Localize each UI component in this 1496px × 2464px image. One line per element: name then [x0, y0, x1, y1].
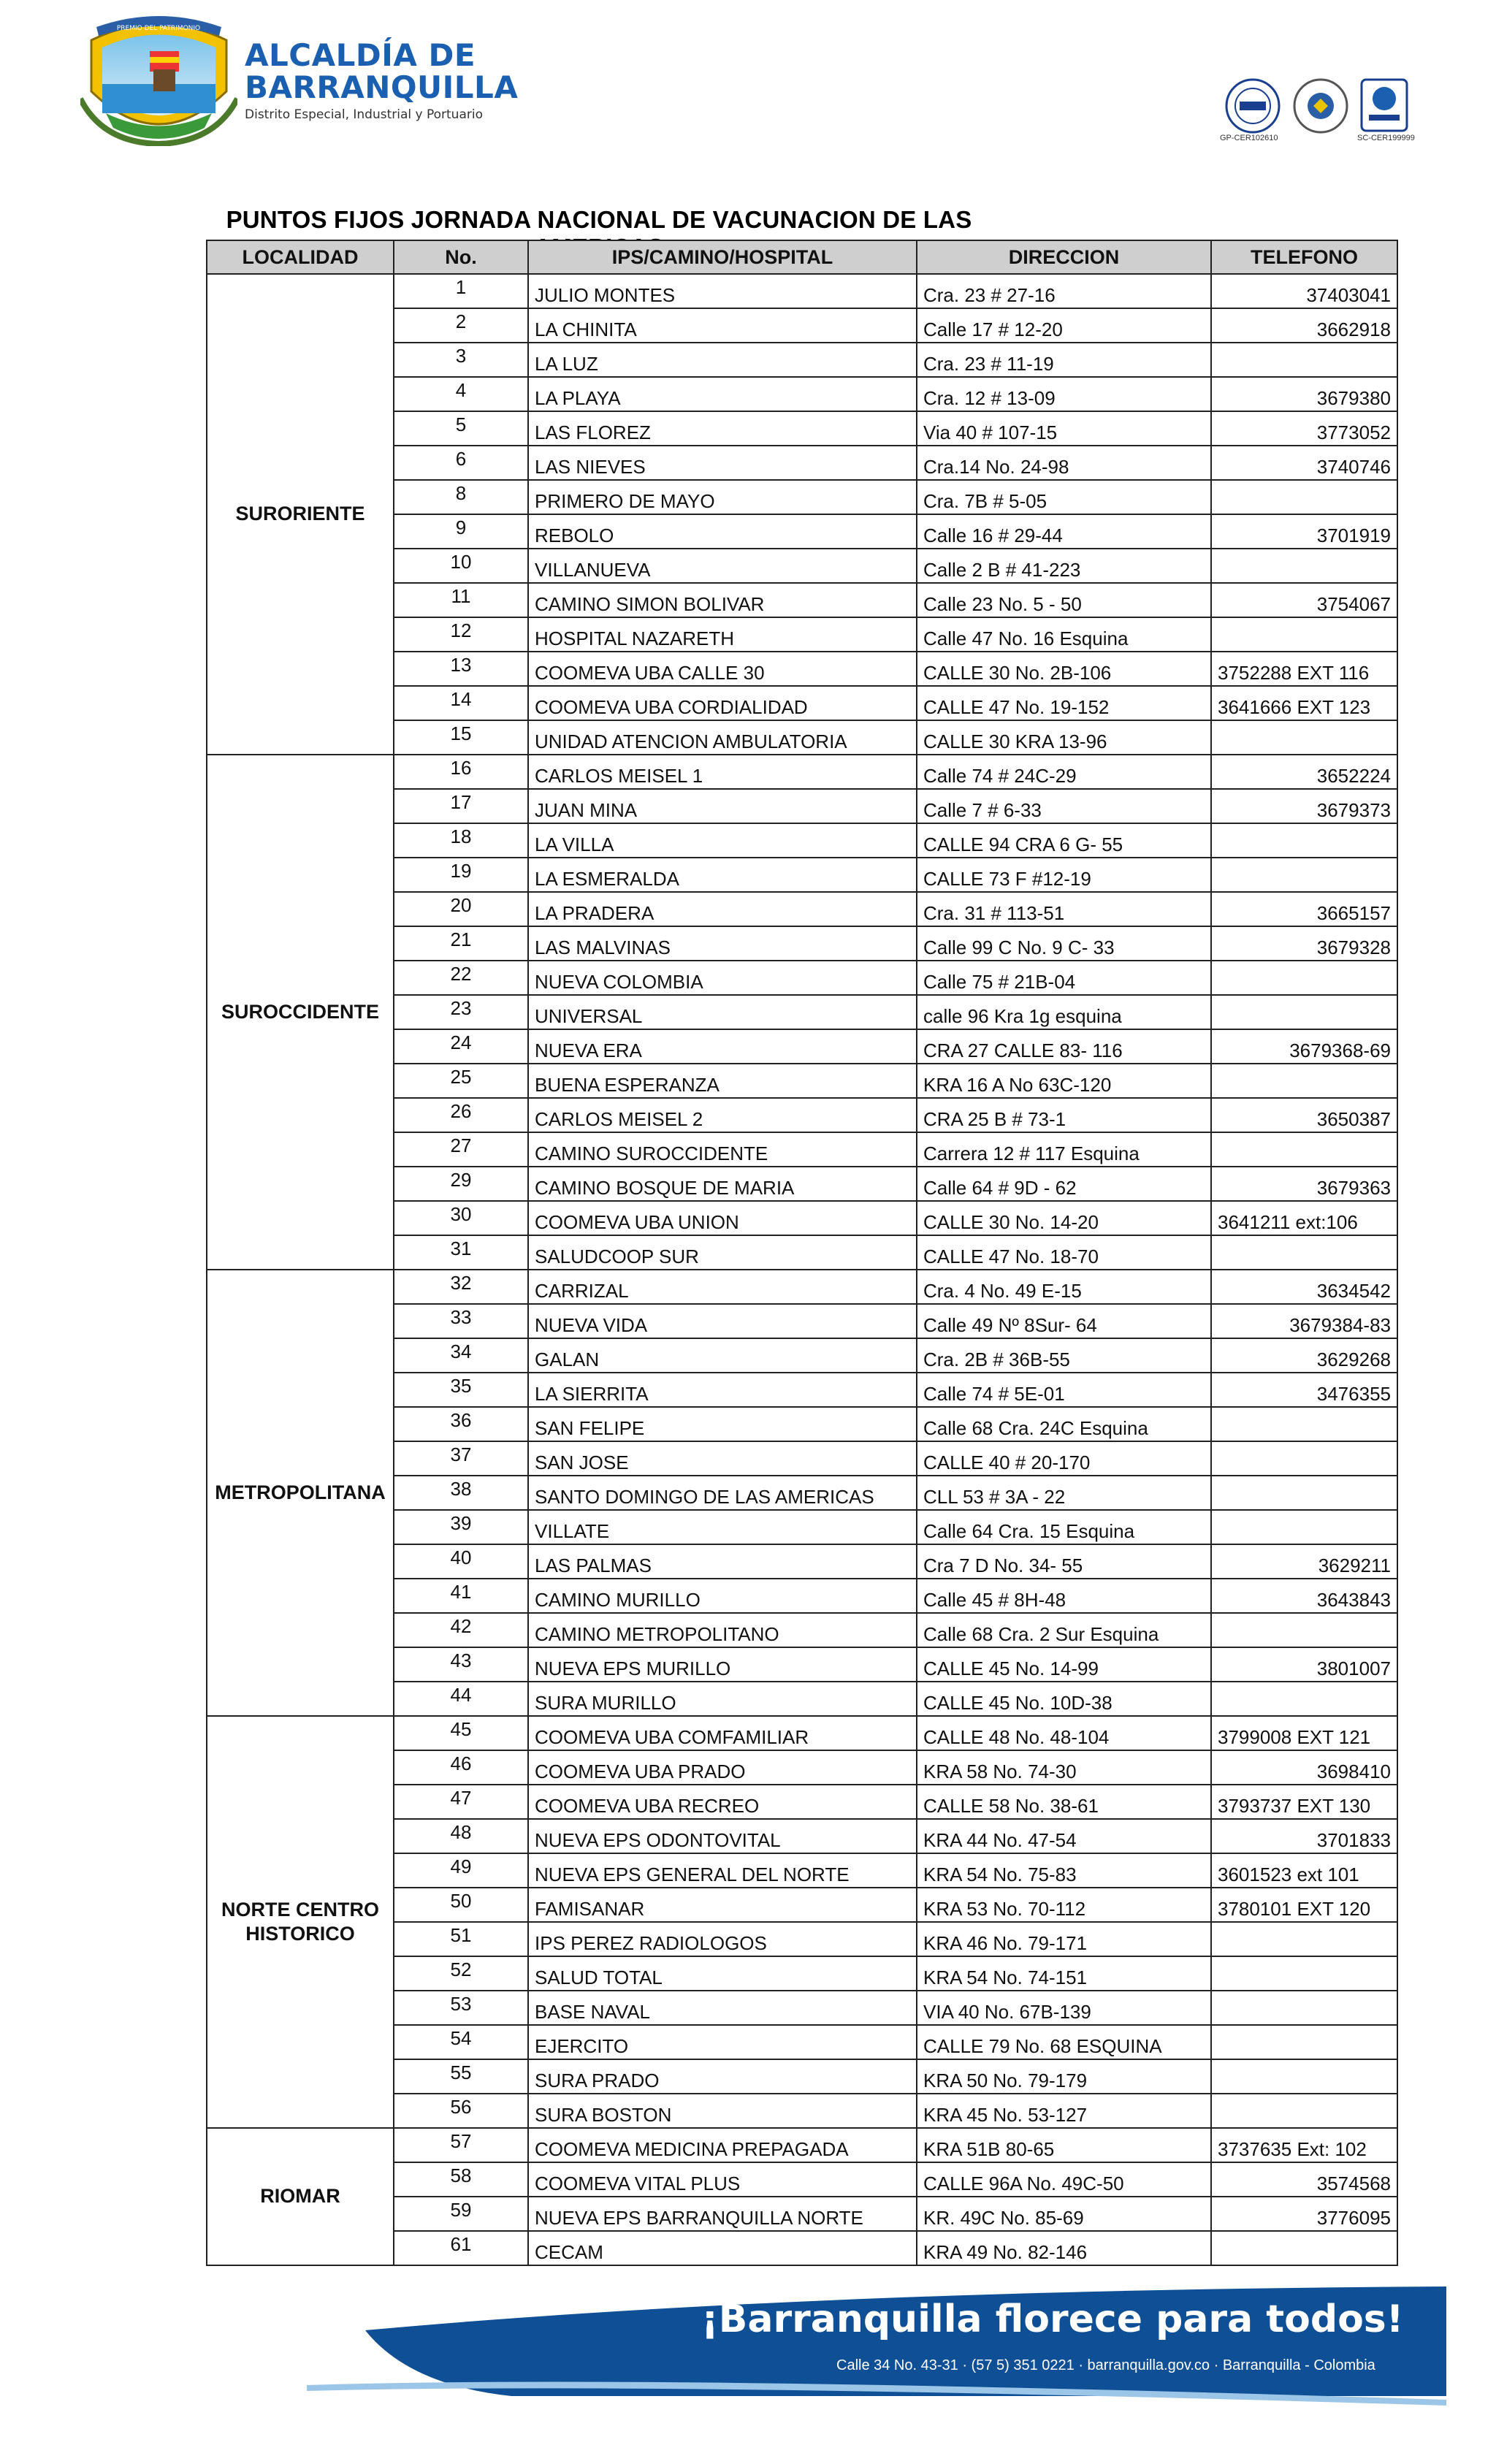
ips-name-cell: CARLOS MEISEL 2 — [528, 1098, 917, 1132]
column-header-direccion: DIRECCION — [917, 240, 1211, 274]
brand-wordmark — [245, 37, 519, 122]
phone-cell: 3701919 — [1211, 514, 1397, 549]
ips-name-cell: NUEVA COLOMBIA — [528, 961, 917, 995]
number-cell: 42 — [394, 1613, 528, 1647]
vaccination-points-table — [206, 240, 1398, 2266]
number-cell: 46 — [394, 1750, 528, 1785]
number-cell: 11 — [394, 583, 528, 617]
phone-cell: 3601523 ext 101 — [1211, 1853, 1397, 1888]
number-cell: 20 — [394, 892, 528, 926]
number-cell: 3 — [394, 343, 528, 377]
ips-name-cell: SAN FELIPE — [528, 1407, 917, 1441]
table-row — [207, 1716, 1397, 1750]
phone-cell: 3679363 — [1211, 1167, 1397, 1201]
ips-name-cell: LAS FLOREZ — [528, 411, 917, 446]
localidad-cell: RIOMAR — [207, 2128, 394, 2265]
page-header — [0, 0, 1496, 168]
address-cell: KRA 46 No. 79-171 — [917, 1922, 1211, 1956]
phone-cell: 3701833 — [1211, 1819, 1397, 1853]
ips-name-cell: SALUDCOOP SUR — [528, 1235, 917, 1270]
number-cell: 33 — [394, 1304, 528, 1338]
address-cell: KR. 49C No. 85-69 — [917, 2197, 1211, 2231]
phone-cell: 3679380 — [1211, 377, 1397, 411]
address-cell: Calle 49 Nº 8Sur- 64 — [917, 1304, 1211, 1338]
phone-cell — [1211, 549, 1397, 583]
phone-cell — [1211, 2059, 1397, 2094]
ips-name-cell: CECAM — [528, 2231, 917, 2265]
address-cell: Cra. 4 No. 49 E-15 — [917, 1270, 1211, 1304]
phone-cell — [1211, 720, 1397, 755]
ips-name-cell: LAS NIEVES — [528, 446, 917, 480]
address-cell: KRA 51B 80-65 — [917, 2128, 1211, 2162]
address-cell: CALLE 96A No. 49C-50 — [917, 2162, 1211, 2197]
address-cell: Cra. 7B # 5-05 — [917, 480, 1211, 514]
number-cell: 51 — [394, 1922, 528, 1956]
address-cell: Calle 2 B # 41-223 — [917, 549, 1211, 583]
ips-name-cell: LAS MALVINAS — [528, 926, 917, 961]
number-cell: 53 — [394, 1991, 528, 2025]
ips-name-cell: SURA PRADO — [528, 2059, 917, 2094]
phone-cell: 3740746 — [1211, 446, 1397, 480]
localidad-cell: METROPOLITANA — [207, 1270, 394, 1716]
address-cell: Cra.14 No. 24-98 — [917, 446, 1211, 480]
address-cell: CALLE 30 No. 14-20 — [917, 1201, 1211, 1235]
number-cell: 12 — [394, 617, 528, 652]
phone-cell: 3737635 Ext: 102 — [1211, 2128, 1397, 2162]
phone-cell: 3629211 — [1211, 1544, 1397, 1579]
ips-name-cell: GALAN — [528, 1338, 917, 1373]
ips-name-cell: COOMEVA UBA COMFAMILIAR — [528, 1716, 917, 1750]
phone-cell: 3629268 — [1211, 1338, 1397, 1373]
address-cell: Calle 75 # 21B-04 — [917, 961, 1211, 995]
ips-name-cell: COOMEVA UBA RECREO — [528, 1785, 917, 1819]
ips-name-cell: NUEVA VIDA — [528, 1304, 917, 1338]
phone-cell: 3652224 — [1211, 755, 1397, 789]
number-cell: 16 — [394, 755, 528, 789]
phone-cell: 3679384-83 — [1211, 1304, 1397, 1338]
phone-cell — [1211, 2025, 1397, 2059]
address-cell: Calle 23 No. 5 - 50 — [917, 583, 1211, 617]
address-cell: Via 40 # 107-15 — [917, 411, 1211, 446]
crest-label: PREMIO DEL PATRIMONIO — [116, 25, 201, 32]
address-cell: Cra. 31 # 113-51 — [917, 892, 1211, 926]
address-cell: CALLE 48 No. 48-104 — [917, 1716, 1211, 1750]
ips-name-cell: SAN JOSE — [528, 1441, 917, 1476]
ips-name-cell: CAMINO SIMON BOLIVAR — [528, 583, 917, 617]
footer-address: Calle 34 No. 43-31 · (57 5) 351 0221 · barranquilla.gov.co · Barranquilla - Colombia — [836, 2357, 1375, 2373]
number-cell: 19 — [394, 858, 528, 892]
phone-cell: 3773052 — [1211, 411, 1397, 446]
ips-name-cell: VILLATE — [528, 1510, 917, 1544]
ips-name-cell: LA PLAYA — [528, 377, 917, 411]
phone-cell — [1211, 1407, 1397, 1441]
ips-name-cell: CAMINO BOSQUE DE MARIA — [528, 1167, 917, 1201]
phone-cell: 3641666 EXT 123 — [1211, 686, 1397, 720]
address-cell: CALLE 47 No. 19-152 — [917, 686, 1211, 720]
number-cell: 61 — [394, 2231, 528, 2265]
address-cell: CALLE 94 CRA 6 G- 55 — [917, 823, 1211, 858]
phone-cell — [1211, 1235, 1397, 1270]
number-cell: 27 — [394, 1132, 528, 1167]
phone-cell — [1211, 1991, 1397, 2025]
phone-cell — [1211, 2231, 1397, 2265]
phone-cell — [1211, 1956, 1397, 1991]
ips-name-cell: REBOLO — [528, 514, 917, 549]
ips-name-cell: UNIVERSAL — [528, 995, 917, 1029]
column-header-no: No. — [394, 240, 528, 274]
address-cell: CALLE 45 No. 14-99 — [917, 1647, 1211, 1682]
phone-cell — [1211, 480, 1397, 514]
ips-name-cell: COOMEVA UBA CORDIALIDAD — [528, 686, 917, 720]
address-cell: KRA 49 No. 82-146 — [917, 2231, 1211, 2265]
number-cell: 40 — [394, 1544, 528, 1579]
address-cell: calle 96 Kra 1g esquina — [917, 995, 1211, 1029]
number-cell: 39 — [394, 1510, 528, 1544]
ips-name-cell: LA LUZ — [528, 343, 917, 377]
number-cell: 8 — [394, 480, 528, 514]
address-cell: CRA 25 B # 73-1 — [917, 1098, 1211, 1132]
table-row — [207, 755, 1397, 789]
address-cell: KRA 54 No. 74-151 — [917, 1956, 1211, 1991]
address-cell: Calle 74 # 24C-29 — [917, 755, 1211, 789]
address-cell: KRA 54 No. 75-83 — [917, 1853, 1211, 1888]
document-title: PUNTOS FIJOS JORNADA NACIONAL DE VACUNACION DE LAS — [226, 206, 972, 233]
address-cell: Cra 7 D No. 34- 55 — [917, 1544, 1211, 1579]
ips-name-cell: SURA BOSTON — [528, 2094, 917, 2128]
number-cell: 31 — [394, 1235, 528, 1270]
number-cell: 47 — [394, 1785, 528, 1819]
phone-cell: 3650387 — [1211, 1098, 1397, 1132]
iqnet-seal-icon — [1291, 77, 1350, 135]
ips-name-cell: BASE NAVAL — [528, 1991, 917, 2025]
ips-name-cell: LA ESMERALDA — [528, 858, 917, 892]
number-cell: 32 — [394, 1270, 528, 1304]
number-cell: 9 — [394, 514, 528, 549]
number-cell: 15 — [394, 720, 528, 755]
address-cell: VIA 40 No. 67B-139 — [917, 1991, 1211, 2025]
number-cell: 52 — [394, 1956, 528, 1991]
number-cell: 29 — [394, 1167, 528, 1201]
phone-cell — [1211, 343, 1397, 377]
ips-name-cell: LA CHINITA — [528, 308, 917, 343]
ips-name-cell: CAMINO METROPOLITANO — [528, 1613, 917, 1647]
number-cell: 17 — [394, 789, 528, 823]
phone-cell — [1211, 1476, 1397, 1510]
phone-cell: 3754067 — [1211, 583, 1397, 617]
address-cell: CLL 53 # 3A - 22 — [917, 1476, 1211, 1510]
ips-name-cell: COOMEVA UBA CALLE 30 — [528, 652, 917, 686]
address-cell: Calle 7 # 6-33 — [917, 789, 1211, 823]
address-cell: Cra. 23 # 11-19 — [917, 343, 1211, 377]
ips-name-cell: CAMINO SUROCCIDENTE — [528, 1132, 917, 1167]
table-header-row — [207, 240, 1397, 274]
number-cell: 23 — [394, 995, 528, 1029]
ips-name-cell: NUEVA EPS GENERAL DEL NORTE — [528, 1853, 917, 1888]
number-cell: 43 — [394, 1647, 528, 1682]
address-cell: Calle 47 No. 16 Esquina — [917, 617, 1211, 652]
address-cell: CALLE 30 KRA 13-96 — [917, 720, 1211, 755]
address-cell: Calle 99 C No. 9 C- 33 — [917, 926, 1211, 961]
number-cell: 13 — [394, 652, 528, 686]
number-cell: 54 — [394, 2025, 528, 2059]
address-cell: Calle 64 # 9D - 62 — [917, 1167, 1211, 1201]
phone-cell: 3574568 — [1211, 2162, 1397, 2197]
ips-name-cell: FAMISANAR — [528, 1888, 917, 1922]
number-cell: 50 — [394, 1888, 528, 1922]
number-cell: 38 — [394, 1476, 528, 1510]
ips-name-cell: BUENA ESPERANZA — [528, 1064, 917, 1098]
address-cell: CALLE 40 # 20-170 — [917, 1441, 1211, 1476]
icontec-seal-icon — [1224, 77, 1282, 135]
ips-name-cell: CARLOS MEISEL 1 — [528, 755, 917, 789]
ips-name-cell: HOSPITAL NAZARETH — [528, 617, 917, 652]
phone-cell: 3476355 — [1211, 1373, 1397, 1407]
address-cell: CALLE 30 No. 2B-106 — [917, 652, 1211, 686]
number-cell: 21 — [394, 926, 528, 961]
number-cell: 25 — [394, 1064, 528, 1098]
address-cell: Calle 74 # 5E-01 — [917, 1373, 1211, 1407]
address-cell: KRA 50 No. 79-179 — [917, 2059, 1211, 2094]
page-footer — [0, 2276, 1496, 2464]
phone-cell — [1211, 1064, 1397, 1098]
brand-line-3: Distrito Especial, Industrial y Portuario — [245, 107, 483, 122]
phone-cell — [1211, 1613, 1397, 1647]
number-cell: 45 — [394, 1716, 528, 1750]
ips-name-cell: LA PRADERA — [528, 892, 917, 926]
address-cell: Calle 16 # 29-44 — [917, 514, 1211, 549]
ips-name-cell: SANTO DOMINGO DE LAS AMERICAS — [528, 1476, 917, 1510]
ips-name-cell: UNIDAD ATENCION AMBULATORIA — [528, 720, 917, 755]
ips-name-cell: COOMEVA VITAL PLUS — [528, 2162, 917, 2197]
phone-cell: 3662918 — [1211, 308, 1397, 343]
address-cell: Calle 68 Cra. 2 Sur Esquina — [917, 1613, 1211, 1647]
address-cell: KRA 16 A No 63C-120 — [917, 1064, 1211, 1098]
localidad-cell: NORTE CENTRO HISTORICO — [207, 1716, 394, 2128]
address-cell: Calle 64 Cra. 15 Esquina — [917, 1510, 1211, 1544]
number-cell: 14 — [394, 686, 528, 720]
number-cell: 22 — [394, 961, 528, 995]
ips-name-cell: JULIO MONTES — [528, 274, 917, 308]
footer-slogan: ¡Barranquilla florece para todos! — [701, 2297, 1404, 2341]
number-cell: 5 — [394, 411, 528, 446]
ips-name-cell: LA SIERRITA — [528, 1373, 917, 1407]
table-row — [207, 1270, 1397, 1304]
phone-cell — [1211, 1510, 1397, 1544]
ips-name-cell: CARRIZAL — [528, 1270, 917, 1304]
address-cell: Cra. 2B # 36B-55 — [917, 1338, 1211, 1373]
ips-name-cell: VILLANUEVA — [528, 549, 917, 583]
address-cell: CRA 27 CALLE 83- 116 — [917, 1029, 1211, 1064]
address-cell: KRA 53 No. 70-112 — [917, 1888, 1211, 1922]
ips-name-cell: NUEVA EPS MURILLO — [528, 1647, 917, 1682]
number-cell: 56 — [394, 2094, 528, 2128]
phone-cell — [1211, 823, 1397, 858]
phone-cell: 3698410 — [1211, 1750, 1397, 1785]
ips-name-cell: SALUD TOTAL — [528, 1956, 917, 1991]
address-cell: CALLE 45 No. 10D-38 — [917, 1682, 1211, 1716]
column-header-telefono: TELEFONO — [1211, 240, 1397, 274]
ips-name-cell: JUAN MINA — [528, 789, 917, 823]
number-cell: 44 — [394, 1682, 528, 1716]
phone-cell: 3752288 EXT 116 — [1211, 652, 1397, 686]
brand-line-1: ALCALDÍA DE — [245, 37, 476, 73]
phone-cell: 3641211 ext:106 — [1211, 1201, 1397, 1235]
ips-name-cell: PRIMERO DE MAYO — [528, 480, 917, 514]
number-cell: 34 — [394, 1338, 528, 1373]
phone-cell: 3776095 — [1211, 2197, 1397, 2231]
ips-name-cell: EJERCITO — [528, 2025, 917, 2059]
address-cell: CALLE 79 No. 68 ESQUINA — [917, 2025, 1211, 2059]
phone-cell — [1211, 858, 1397, 892]
phone-cell — [1211, 961, 1397, 995]
address-cell: CALLE 58 No. 38-61 — [917, 1785, 1211, 1819]
number-cell: 6 — [394, 446, 528, 480]
number-cell: 2 — [394, 308, 528, 343]
localidad-cell: SURORIENTE — [207, 274, 394, 755]
number-cell: 10 — [394, 549, 528, 583]
number-cell: 49 — [394, 1853, 528, 1888]
certification-seals — [1213, 77, 1432, 150]
number-cell: 37 — [394, 1441, 528, 1476]
number-cell: 55 — [394, 2059, 528, 2094]
address-cell: CALLE 47 No. 18-70 — [917, 1235, 1211, 1270]
number-cell: 18 — [394, 823, 528, 858]
phone-cell: 3679373 — [1211, 789, 1397, 823]
number-cell: 36 — [394, 1407, 528, 1441]
phone-cell: 3679368-69 — [1211, 1029, 1397, 1064]
phone-cell: 3634542 — [1211, 1270, 1397, 1304]
ips-name-cell: LAS PALMAS — [528, 1544, 917, 1579]
number-cell: 48 — [394, 1819, 528, 1853]
number-cell: 24 — [394, 1029, 528, 1064]
phone-cell: 3780101 EXT 120 — [1211, 1888, 1397, 1922]
cert-code-2: SC-CER199999 — [1357, 134, 1415, 142]
number-cell: 35 — [394, 1373, 528, 1407]
ips-name-cell: NUEVA EPS BARRANQUILLA NORTE — [528, 2197, 917, 2231]
phone-cell — [1211, 1682, 1397, 1716]
number-cell: 26 — [394, 1098, 528, 1132]
ips-name-cell: LA VILLA — [528, 823, 917, 858]
phone-cell: 37403041 — [1211, 274, 1397, 308]
phone-cell: 3679328 — [1211, 926, 1397, 961]
number-cell: 59 — [394, 2197, 528, 2231]
iso-seal-icon — [1359, 77, 1410, 134]
localidad-cell: SUROCCIDENTE — [207, 755, 394, 1270]
ips-name-cell: SURA MURILLO — [528, 1682, 917, 1716]
ips-name-cell: NUEVA ERA — [528, 1029, 917, 1064]
ips-name-cell: CAMINO MURILLO — [528, 1579, 917, 1613]
address-cell: KRA 45 No. 53-127 — [917, 2094, 1211, 2128]
number-cell: 1 — [394, 274, 528, 308]
phone-cell — [1211, 1922, 1397, 1956]
number-cell: 58 — [394, 2162, 528, 2197]
address-cell: Calle 45 # 8H-48 — [917, 1579, 1211, 1613]
address-cell: CALLE 73 F #12-19 — [917, 858, 1211, 892]
number-cell: 4 — [394, 377, 528, 411]
address-cell: Carrera 12 # 117 Esquina — [917, 1132, 1211, 1167]
phone-cell: 3793737 EXT 130 — [1211, 1785, 1397, 1819]
number-cell: 57 — [394, 2128, 528, 2162]
table-body — [207, 274, 1397, 2265]
phone-cell: 3643843 — [1211, 1579, 1397, 1613]
phone-cell — [1211, 1441, 1397, 1476]
table-row — [207, 274, 1397, 308]
barranquilla-crest-icon — [80, 11, 237, 146]
ips-name-cell: NUEVA EPS ODONTOVITAL — [528, 1819, 917, 1853]
address-cell: Calle 68 Cra. 24C Esquina — [917, 1407, 1211, 1441]
phone-cell — [1211, 617, 1397, 652]
address-cell: Cra. 23 # 27-16 — [917, 274, 1211, 308]
phone-cell: 3801007 — [1211, 1647, 1397, 1682]
address-cell: Cra. 12 # 13-09 — [917, 377, 1211, 411]
phone-cell — [1211, 2094, 1397, 2128]
number-cell: 41 — [394, 1579, 528, 1613]
number-cell: 30 — [394, 1201, 528, 1235]
ips-name-cell: IPS PEREZ RADIOLOGOS — [528, 1922, 917, 1956]
cert-code-1: GP-CER102610 — [1220, 134, 1278, 142]
ips-name-cell: COOMEVA UBA UNION — [528, 1201, 917, 1235]
brand-line-2: BARRANQUILLA — [245, 69, 519, 105]
column-header-localidad: LOCALIDAD — [207, 240, 394, 274]
phone-cell — [1211, 995, 1397, 1029]
address-cell: KRA 44 No. 47-54 — [917, 1819, 1211, 1853]
table-row — [207, 2128, 1397, 2162]
column-header-ips: IPS/CAMINO/HOSPITAL — [528, 240, 917, 274]
phone-cell — [1211, 1132, 1397, 1167]
ips-name-cell: COOMEVA UBA PRADO — [528, 1750, 917, 1785]
phone-cell: 3799008 EXT 121 — [1211, 1716, 1397, 1750]
ips-name-cell: COOMEVA MEDICINA PREPAGADA — [528, 2128, 917, 2162]
address-cell: KRA 58 No. 74-30 — [917, 1750, 1211, 1785]
address-cell: Calle 17 # 12-20 — [917, 308, 1211, 343]
phone-cell: 3665157 — [1211, 892, 1397, 926]
